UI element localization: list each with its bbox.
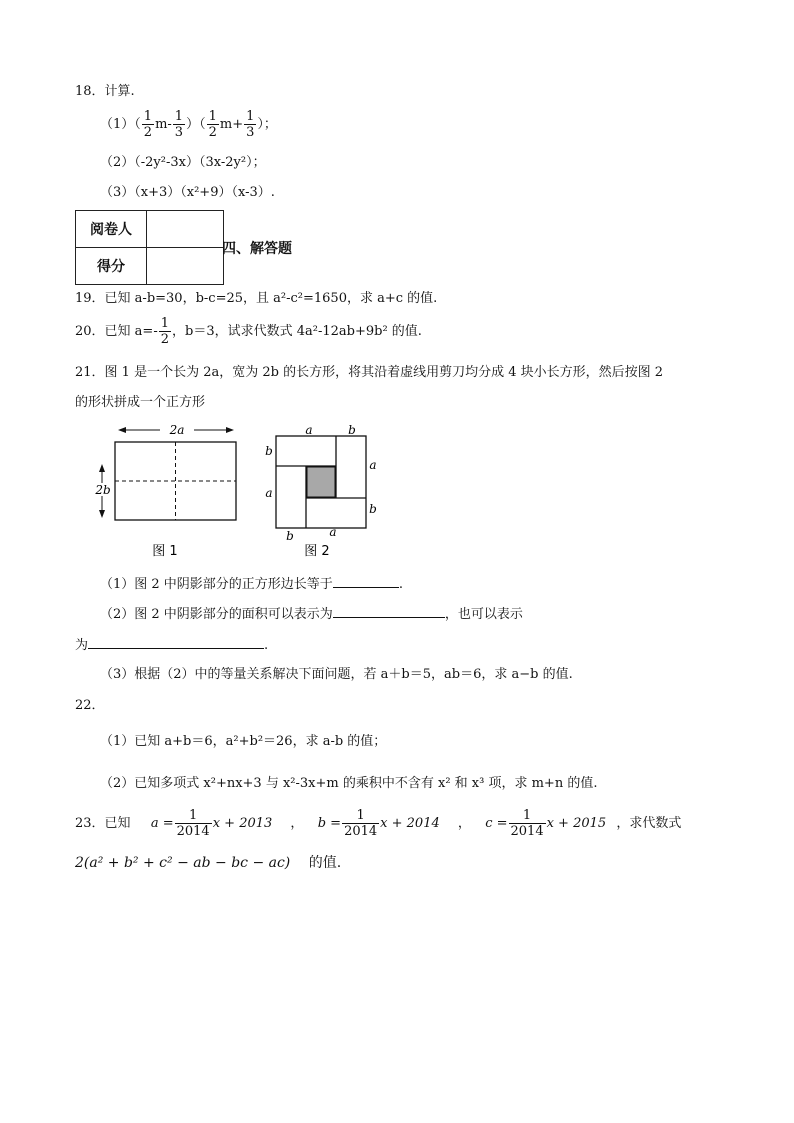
fig1-arrowhead-down [99,510,105,518]
fig1-arrowhead-up [99,464,105,472]
section-title: 四、解答题 [222,241,292,257]
fraction: $\frac{1}{2}$ [143,109,153,140]
q20-post: ，b＝3，试求代数式 4a²-12ab+9b² 的值. [172,324,422,339]
fig2-label-top-b: b [348,423,356,437]
q18-number: 18． [75,84,105,99]
q21-sub3: （3）根据（2）中的等量关系解决下面问题，若 a＋b＝5，ab＝6，求 a−b 的值. [100,667,573,682]
fig1-top-label: 2a [169,423,185,437]
answer-blank[interactable] [333,573,399,588]
q23-expression: 2(a² + b² + c² − ab − bc − ac) [75,855,291,871]
q21-sub1-text: （1）图 2 中阴影部分的正方形边长等于 [100,577,333,592]
fraction: $\frac{1}{2}$ [208,109,217,140]
q18-title: 计算. [104,84,135,99]
figure-1 [94,423,236,559]
q18-part1-label: （1）（ [100,117,141,132]
term-text: m- [155,117,172,132]
fig1-arrowhead-right [226,427,234,433]
fraction: $\frac{1}{2014}$ [176,808,210,839]
q23-b-lhs: b = [317,816,342,831]
q21-line2: 的形状拼成一个正方形 [75,395,206,410]
fig2-label-left-a: a [265,486,273,500]
score-cell[interactable] [147,248,224,285]
q22-number: 22． [75,698,105,713]
reviewer-label: 阅卷人 [76,211,147,248]
q22-sub1: （1）已知 a+b＝6，a²+b²＝26，求 a-b 的值； [100,734,387,749]
q23-b-rhs: x + 2014 [380,816,440,831]
fraction: $\frac{1}{2}$ [160,316,169,347]
fig2-caption: 图 2 [304,544,330,559]
q23-a-rhs: x + 2013 [212,816,273,831]
fig2-shaded-square [307,467,335,497]
fig2-label-left-b: b [265,444,273,458]
fraction: $\frac{1}{2014}$ [344,808,378,839]
q18-part1 [100,109,277,140]
q21-sub2-line2 [75,634,268,655]
answer-blank[interactable] [333,603,445,618]
punct: . [398,577,403,592]
fig2-label-right-b: b [369,502,377,516]
q21-figures [90,420,390,565]
fraction: $\frac{1}{2014}$ [510,808,544,839]
figure-2 [265,423,377,559]
q22-sub2: （2）已知多项式 x²+nx+3 与 x²-3x+m 的乘积中不含有 x² 和 x³ 项，求 m+n 的值. [100,776,598,791]
grader-table [75,210,224,285]
q20-pre: 20．已知 a=- [75,324,158,339]
fig1-arrowhead-left [118,427,126,433]
punct: . [264,638,269,653]
q23-end: 的值. [308,855,342,871]
q19-text: 19．已知 a-b=30，b-c=25，且 a²-c²=1650，求 a+c 的值. [75,291,438,306]
q23-line1 [75,808,681,839]
q23-sep: ， [290,816,304,831]
term-text: m+ [219,117,244,132]
fig1-side-label: 2b [95,483,111,497]
q23-line2 [75,854,341,872]
q23-c-rhs: x + 2015 [546,816,607,831]
reviewer-cell[interactable] [147,211,224,248]
q21-sub1 [100,573,403,594]
q18-heading [75,83,135,101]
paren-text: ）（ [186,117,206,132]
score-label: 得分 [76,248,147,285]
fig2-label-right-a: a [369,458,377,472]
q23-sep: ， [457,816,471,831]
fraction: $\frac{1}{3}$ [246,109,255,140]
fraction: $\frac{1}{3}$ [174,109,184,140]
q18-part2: （2）（-2y²-3x）（3x-2y²）； [100,155,266,170]
q18-part3: （3）（x+3）（x²+9）（x-3）. [100,185,275,200]
fig1-caption: 图 1 [152,544,178,559]
q23-a-lhs: a = [150,816,174,831]
q23-post: ，求代数式 [616,816,682,831]
q21-sub2 [100,603,523,624]
q20-text [75,316,422,347]
fig2-label-bottom-b: b [286,529,294,543]
q23-c-lhs: c = [485,816,508,831]
q21-sub2-mid: ，也可以表示 [444,607,523,622]
q23-pre: 23．已知 [75,816,131,831]
q21-sub2-text: （2）图 2 中阴影部分的面积可以表示为 [100,607,333,622]
paren-text: ）； [257,117,277,132]
q21-line1: 21．图 1 是一个长为 2a，宽为 2b 的长方形，将其沿着虚线用剪刀均分成 4 块小长方形，然后按图 2 [75,365,664,380]
fig2-label-top-a: a [305,423,313,437]
answer-blank[interactable] [88,634,264,649]
fig2-label-bottom-a: a [329,525,337,539]
q21-sub2-line2-text: 为 [75,638,89,653]
